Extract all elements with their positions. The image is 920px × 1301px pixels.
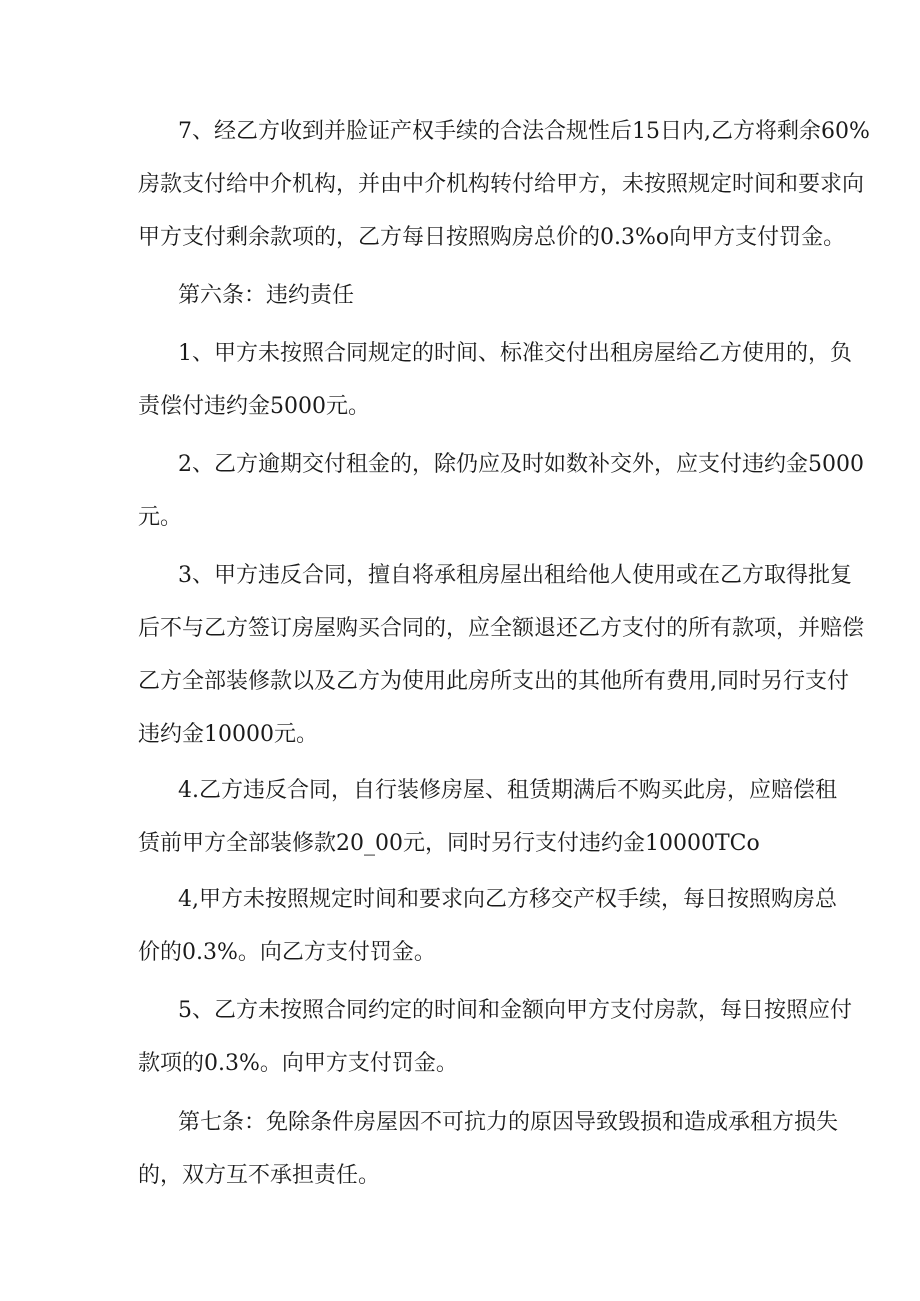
- paragraph-line: 赁前甲方全部装修款20_00元，同时另行支付违约金10000TCo: [138, 831, 760, 856]
- paragraph-line: 违约金10000元。: [138, 722, 318, 747]
- paragraph-line: 后不与乙方签订房屋购买合同的，应全额退还乙方支付的所有款项，并赔偿: [138, 616, 865, 641]
- paragraph-line: 2、乙方逾期交付租金的，除仍应及时如数补交外，应支付违约金5000: [178, 452, 864, 477]
- paragraph-line: 责偿付违约金5000元。: [138, 394, 370, 419]
- paragraph-line: 1、甲方未按照合同规定的时间、标准交付出租房屋给乙方使用的，负: [178, 341, 852, 366]
- paragraph-line: 4,甲方未按照规定时间和要求向乙方移交产权手续，每日按照购房总: [178, 887, 837, 912]
- paragraph-line: 7、经乙方收到并脸证产权手续的合法合规性后15日内,乙方将剩余60%: [178, 119, 870, 144]
- paragraph-line: 4.乙方违反合同，自行装修房屋、租赁期满后不购买此房，应赔偿租: [178, 778, 837, 803]
- paragraph-line: 价的0.3%。向乙方支付罚金。: [138, 940, 436, 965]
- paragraph-line: 乙方全部装修款以及乙方为使用此房所支出的其他所有费用,同时另行支付: [138, 669, 849, 694]
- section-heading: 第六条：违约责任: [178, 283, 355, 308]
- paragraph-line: 元。: [138, 505, 183, 530]
- paragraph-line: 5、乙方未按照合同约定的时间和金额向甲方支付房款，每日按照应付: [178, 998, 852, 1023]
- paragraph-line: 甲方支付剩余款项的，乙方每日按照购房总价的0.3%o向甲方支付罚金。: [138, 225, 846, 250]
- paragraph-line: 第七条：免除条件房屋因不可抗力的原因导致毁损和造成承租方损失: [178, 1110, 839, 1135]
- paragraph-line: 3、甲方违反合同，擅自将承租房屋出租给他人使用或在乙方取得批复: [178, 563, 852, 588]
- paragraph-line: 的，双方互不承担责任。: [138, 1163, 381, 1188]
- paragraph-line: 房款支付给中介机构，并由中介机构转付给甲方，未按照规定时间和要求向: [138, 172, 865, 197]
- paragraph-line: 款项的0.3%。向甲方支付罚金。: [138, 1051, 458, 1076]
